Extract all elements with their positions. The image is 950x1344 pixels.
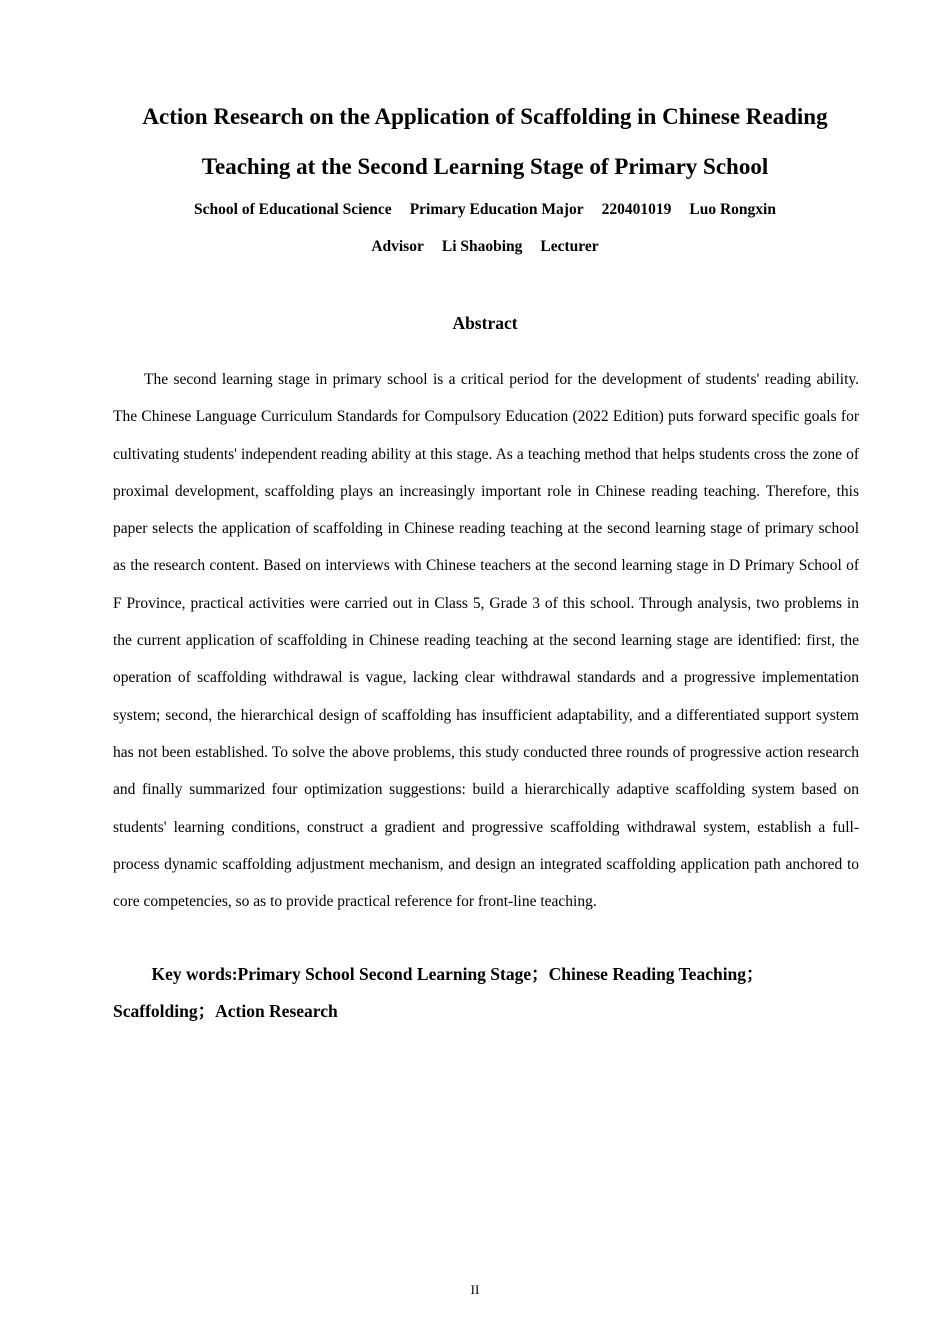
author-info-line bbox=[60, 200, 910, 220]
title-line-2: Teaching at the Second Learning Stage of Primary School bbox=[201, 154, 769, 179]
page-number: II bbox=[470, 1282, 480, 1297]
author-name: Luo Rongxin bbox=[689, 201, 776, 218]
advisor-label: Advisor bbox=[371, 238, 424, 255]
student-id: 220401019 bbox=[601, 201, 672, 218]
abstract-heading: Abstract bbox=[452, 313, 518, 333]
major-name: Primary Education Major bbox=[409, 201, 584, 218]
title-line-1: Action Research on the Application of Scaffolding in Chinese Reading bbox=[142, 104, 828, 129]
advisor-rank: Lecturer bbox=[540, 238, 599, 255]
keywords: Key words:Primary School Second Learning Stage；Chinese Reading Teaching；Scaffolding；Action Research bbox=[113, 964, 764, 1021]
school-name: School of Educational Science bbox=[194, 201, 392, 218]
advisor-info-line bbox=[60, 237, 910, 257]
advisor-name: Li Shaobing bbox=[441, 238, 523, 255]
abstract-body: The second learning stage in primary school is a critical period for the development of students' reading ability. The Chinese Language Curriculum Standards for Compulsory Education (2022 Edition) puts forward specific goals for cultivating students' independent reading ability at this stage. As a teaching method that helps students cross the zone of proximal development, scaffolding plays an increasingly important role in Chinese reading teaching. Therefore, this paper selects the application of scaffolding in Chinese reading teaching at the second learning stage of primary school as the research content. Based on interviews with Chinese teachers at the second learning stage in D Primary School of F Province, practical activities were carried out in Class 5, Grade 3 of this school. Through analysis, two problems in the current application of scaffolding in Chinese reading teaching at the second learning stage are identified: first, the operation of scaffolding withdrawal is vague, lacking clear withdrawal standards and a progressive implementation system; second, the hierarchical design of scaffolding has insufficient adaptability, and a differentiated support system has not been established. To solve the above problems, this study conducted three rounds of progressive action research and finally summarized four optimization suggestions: build a hierarchically adaptive scaffolding system based on students' learning conditions, construct a gradient and progressive scaffolding withdrawal system, establish a full-process dynamic scaffolding adjustment mechanism, and design an integrated scaffolding application path anchored to core competencies, so as to provide practical reference for front-line teaching. bbox=[113, 371, 859, 911]
